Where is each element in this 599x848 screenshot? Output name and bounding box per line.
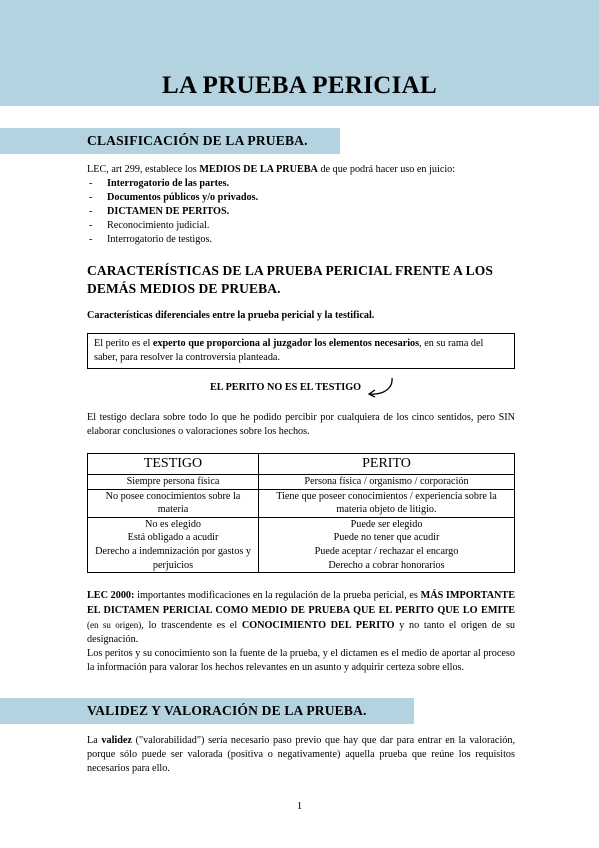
perito-not-testigo-note: EL PERITO NO ES EL TESTIGO bbox=[210, 382, 362, 393]
lec-text: y no tanto el origen de su designación. bbox=[87, 620, 516, 645]
cell-line: Está obligado a acudir bbox=[127, 532, 219, 544]
table-row bbox=[88, 517, 515, 572]
list-item-text: Interrogatorio de testigos. bbox=[107, 234, 212, 245]
cell-testigo bbox=[88, 489, 259, 517]
cell-line: Puede aceptar / rechazar el encargo bbox=[314, 545, 459, 557]
validez-bold: validez bbox=[101, 735, 132, 746]
validez-post: ("valorabilidad") sería necesario paso previo que hay que dar para entrar en la valoración, porque sólo puede ser valorada (positiva o negativamente) aquella prueba que reúne los requisitos necesarios para ello. bbox=[87, 735, 516, 774]
lec-bold: MÁS IMPORTANTE EL DICTAMEN PERICIAL COMO MEDIO DE PRUEBA QUE EL PERITO QUE LO EMITE bbox=[87, 590, 515, 616]
cell-line: Tiene que poseer conocimientos / experiencia sobre la materia objeto de litigio. bbox=[276, 490, 497, 516]
cell-testigo bbox=[88, 517, 259, 572]
box-bold: experto que proporciona al juzgador los elementos necesarios bbox=[152, 338, 420, 349]
header-perito: PERITO bbox=[259, 454, 515, 475]
section-heading-clasificacion: CLASIFICACIÓN DE LA PRUEBA. bbox=[87, 133, 308, 148]
curved-arrow-icon bbox=[366, 376, 396, 400]
list-item-text: Reconocimiento judicial. bbox=[107, 220, 210, 231]
lec-text: , lo trascendente es el bbox=[141, 620, 242, 631]
cell-line: Persona física / organismo / corporación bbox=[304, 476, 469, 487]
page-number: 1 bbox=[296, 800, 303, 812]
list-item bbox=[87, 177, 515, 191]
intro-post: de que podrá hacer uso en juicio: bbox=[317, 164, 456, 175]
validez-pre: La bbox=[87, 735, 102, 746]
testigo-paragraph: El testigo declara sobre todo lo que he podido percibir por cualquiera de los cinco sentidos, pero SIN elaborar conclusiones o valoraciones sobre los hechos. bbox=[87, 412, 515, 437]
list-item-text: DICTAMEN DE PERITOS. bbox=[107, 206, 230, 217]
lec-2000-paragraph bbox=[87, 589, 515, 647]
cell-line: Puede no tener que acudir bbox=[333, 532, 440, 544]
list-item-text: Interrogatorio de las partes. bbox=[107, 178, 230, 189]
intro-pre: LEC, art 299, establece los bbox=[87, 164, 200, 175]
lec-bold: CONOCIMIENTO DEL PERITO bbox=[241, 620, 395, 631]
table-row bbox=[88, 489, 515, 517]
subheading-diferenciales: Características diferenciales entre la prueba pericial y la testifical. bbox=[87, 310, 375, 321]
lec-text: importantes modificaciones en la regulación de la prueba pericial, es bbox=[134, 590, 421, 601]
cell-testigo bbox=[88, 475, 259, 490]
table-row bbox=[88, 475, 515, 490]
intro-bold: MEDIOS DE LA PRUEBA bbox=[199, 164, 318, 175]
validez-paragraph bbox=[87, 734, 515, 776]
list-item bbox=[87, 191, 515, 205]
cell-line: Puede ser elegido bbox=[350, 518, 423, 530]
clasificacion-intro bbox=[87, 163, 515, 177]
cell-line: No es elegido bbox=[144, 518, 202, 530]
cell-perito bbox=[259, 475, 515, 490]
list-item bbox=[87, 219, 515, 233]
cell-line: Derecho a cobrar honorarios bbox=[328, 559, 445, 571]
box-pre: El perito es el bbox=[94, 338, 153, 349]
perito-definition-box bbox=[87, 333, 515, 369]
cell-perito bbox=[259, 517, 515, 572]
lec-label: LEC 2000: bbox=[87, 590, 135, 601]
section-heading-caracteristicas: CARACTERÍSTICAS DE LA PRUEBA PERICIAL FRENTE A LOS DEMÁS MEDIOS DE PRUEBA. bbox=[87, 263, 493, 296]
lec-small: (en su origen) bbox=[87, 620, 142, 630]
list-item bbox=[87, 233, 515, 247]
list-item bbox=[87, 205, 515, 219]
cell-line: No posee conocimientos sobre la materia bbox=[105, 490, 241, 516]
header-testigo: TESTIGO bbox=[88, 454, 259, 475]
list-item-text: Documentos públicos y/o privados. bbox=[107, 192, 259, 203]
medios-prueba-list bbox=[87, 177, 515, 247]
document-title: LA PRUEBA PERICIAL bbox=[162, 72, 437, 99]
cell-line: Siempre persona física bbox=[126, 476, 220, 487]
section-heading-validez: VALIDEZ Y VALORACIÓN DE LA PRUEBA. bbox=[87, 703, 367, 718]
cell-line: Derecho a indemnización por gastos y perjuicios bbox=[95, 545, 251, 571]
table-header-row bbox=[88, 454, 515, 475]
cell-perito bbox=[259, 489, 515, 517]
box-post: , en su rama del saber, para resolver la controversia planteada. bbox=[94, 338, 484, 363]
fuente-paragraph: Los peritos y su conocimiento son la fuente de la prueba, y el dictamen es el medio de aportar al proceso la información para valorar los hechos relevantes en un asunto y adquirir certeza sobre ellos. bbox=[87, 648, 515, 673]
comparison-table bbox=[87, 453, 515, 573]
